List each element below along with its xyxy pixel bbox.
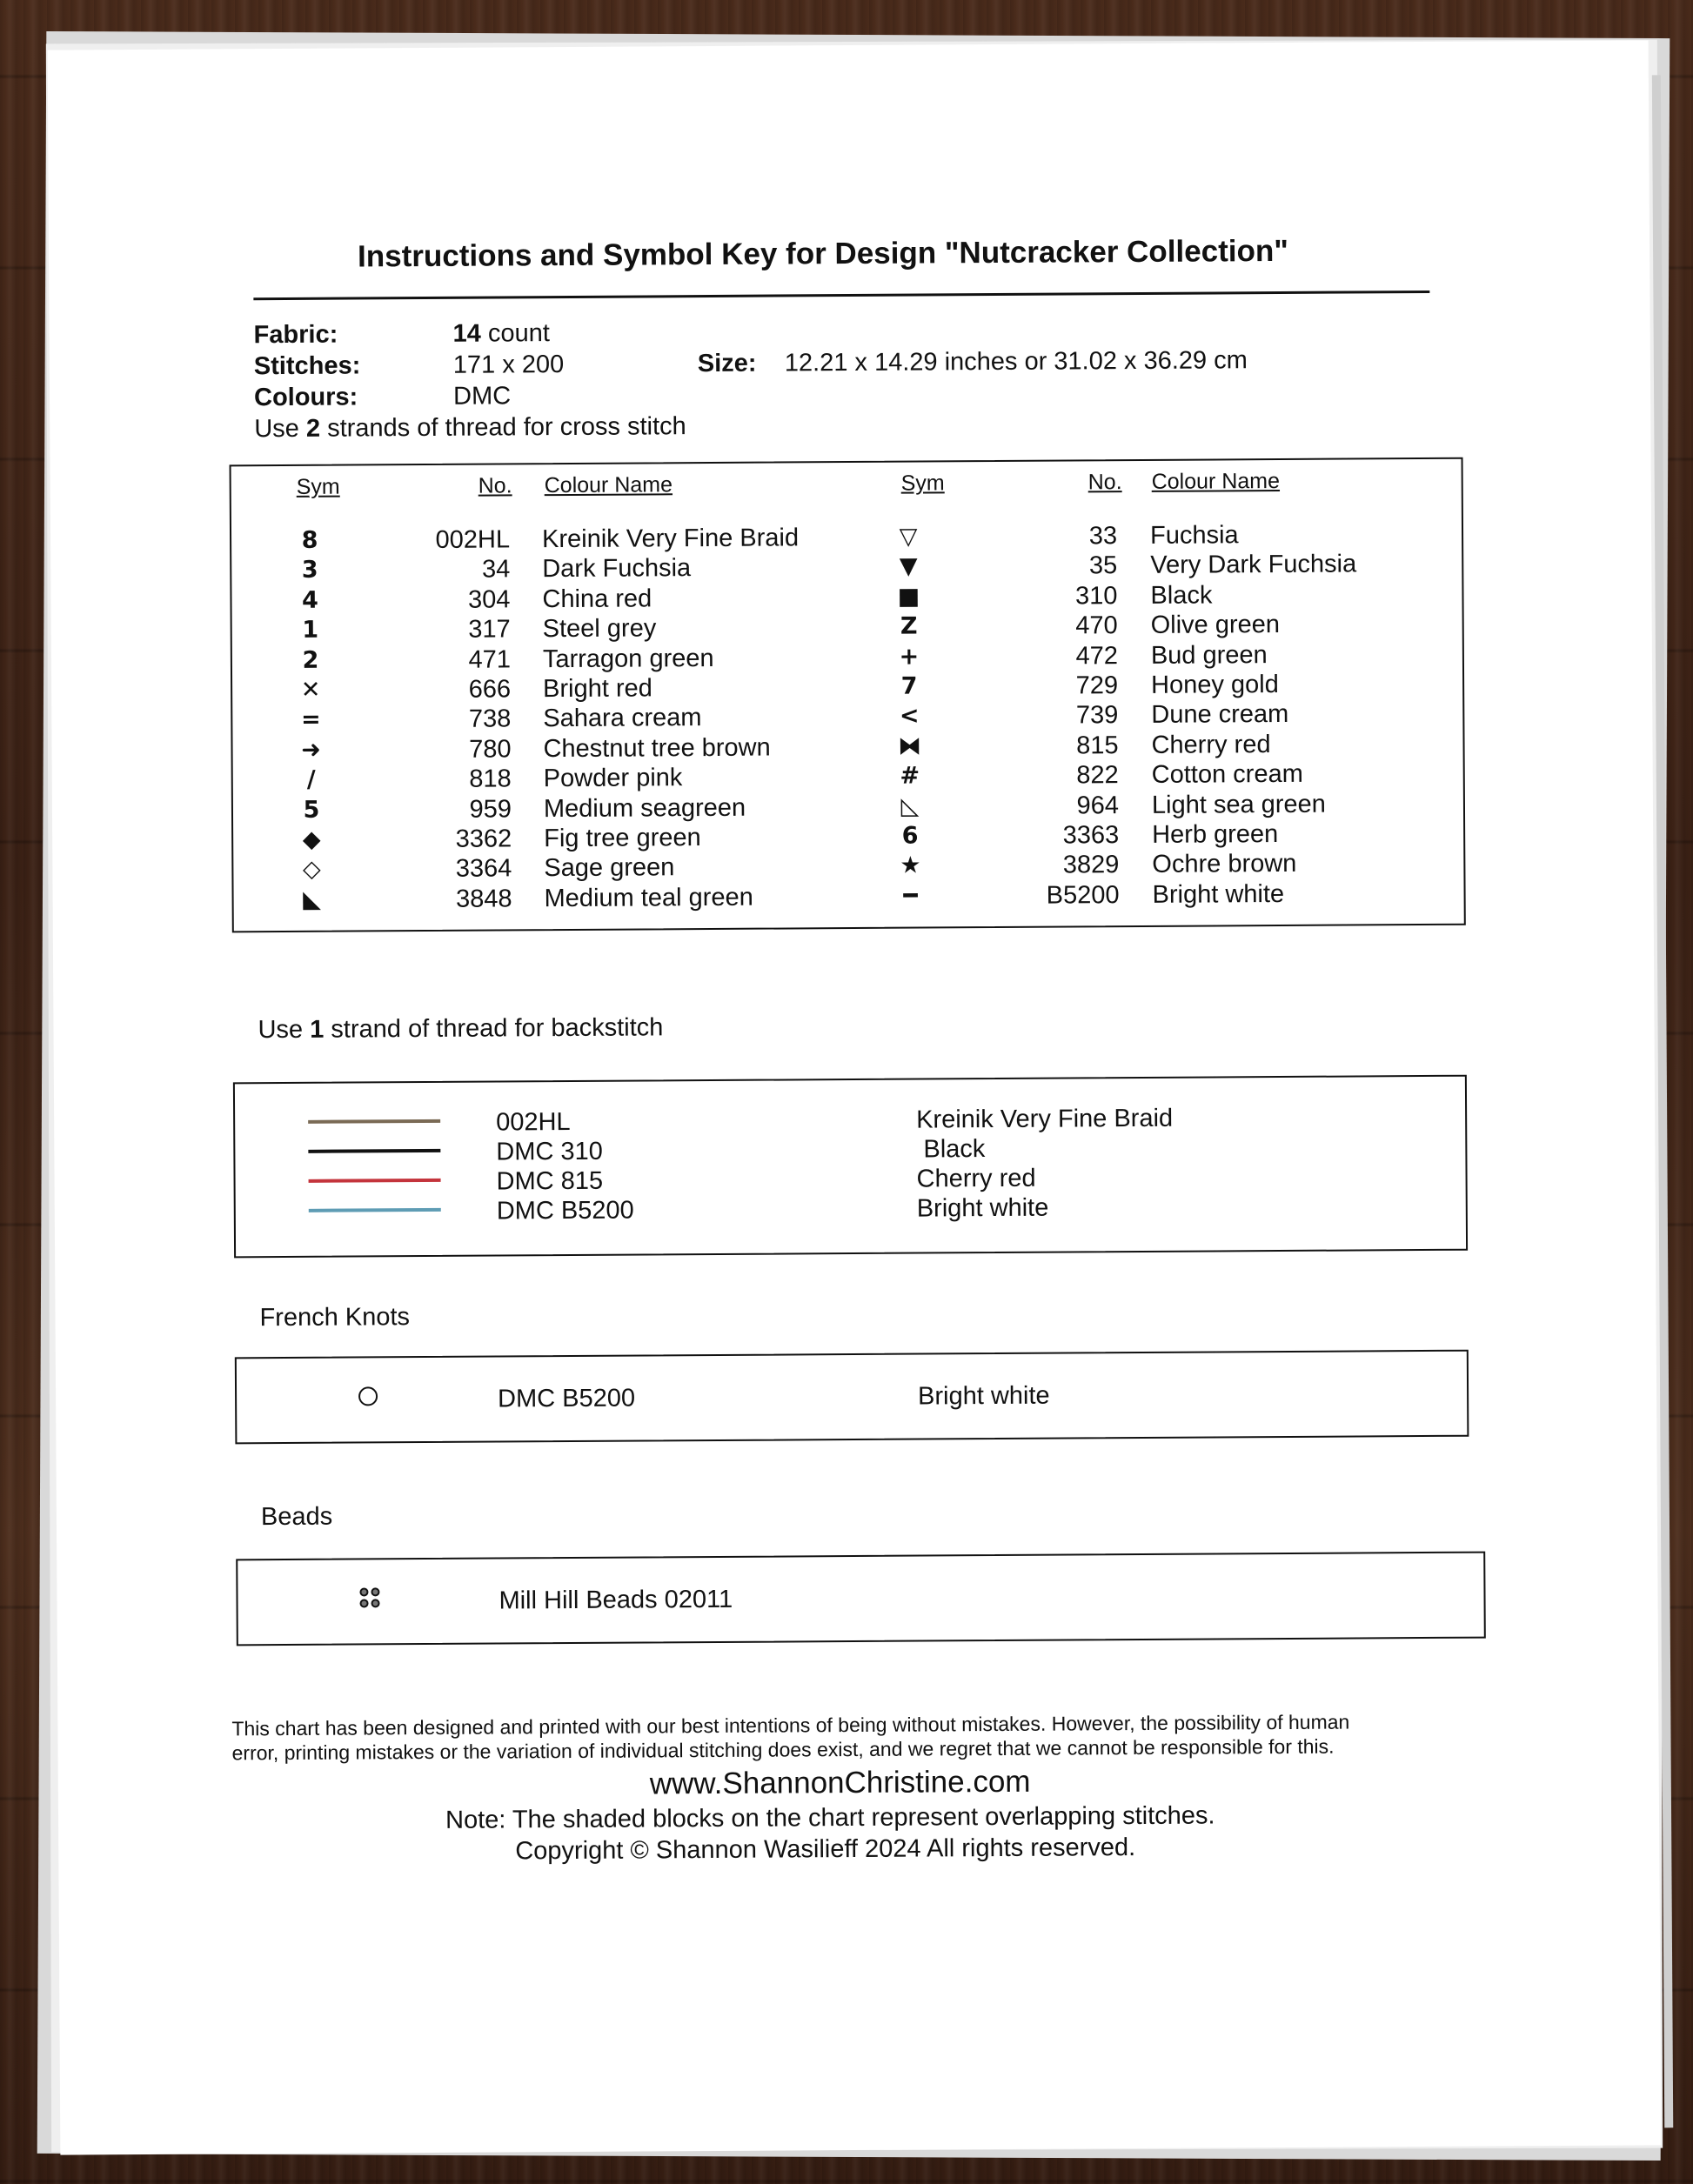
thread-number: 3363 [1062,821,1120,850]
backstitch-prefix: Use [258,1015,304,1045]
thread-number: 780 [469,735,512,764]
thread-colour-name: Herb green [1152,820,1279,849]
thread-symbol: 7 [900,672,918,700]
thread-symbol: ━ [903,882,918,910]
colours-value: DMC [452,382,512,411]
thread-number: B5200 [1046,880,1120,910]
sym-header-right: Sym [900,471,945,496]
beads-table [236,1552,1486,1646]
thread-symbol: 2 [302,646,319,674]
backstitch-colour-name: Cherry red [916,1164,1036,1193]
thread-symbol: 1 [302,616,319,645]
thread-symbol: 6 [901,822,919,850]
thread-colour-name: Bright red [543,674,652,704]
thread-number: 3364 [455,854,512,884]
thread-symbol: # [900,762,920,790]
fabric-value [453,319,550,349]
thread-symbol: = [300,706,321,734]
thread-symbol: ▽ [899,523,918,551]
thread-colour-name: Ochre brown [1152,850,1297,879]
thread-number: 002HL [435,525,511,554]
backstitch-suffix: strand of thread for backstitch [331,1013,664,1044]
cross-stitch-suffix: strands of thread for cross stitch [327,412,686,443]
french-knots-label: French Knots [259,1303,411,1332]
thread-colour-name: Fuchsia [1149,521,1239,550]
beads-label: Beads [260,1502,333,1532]
thread-colour-name: Sage green [544,853,675,883]
thread-number: 729 [1075,671,1119,700]
french-knot-name: Bright white [918,1381,1050,1411]
thread-number: 822 [1076,761,1119,790]
thread-number: 964 [1076,791,1120,820]
copyright-text: Copyright © Shannon Wasilieff 2024 All rights reserved. [515,1833,1136,1866]
thread-number: 739 [1075,701,1119,730]
backstitch-colour-name: Bright white [916,1193,1049,1223]
cross-stitch-instruction [254,412,686,444]
backstitch-strands: 1 [310,1015,325,1044]
backstitch-colour-name: Kreinik Very Fine Braid [916,1104,1174,1134]
thread-colour-name: Medium seagreen [543,793,746,823]
stitches-value: 171 x 200 [452,351,565,379]
bead-cluster-icon [359,1587,384,1612]
size-label: Size: [697,349,757,378]
backstitch-code: DMC B5200 [496,1196,634,1226]
thread-colour-name: Bud green [1150,640,1268,670]
backstitch-code: 002HL [496,1107,571,1137]
thread-number: 34 [481,555,511,584]
thread-colour-name: Light sea green [1151,790,1326,819]
thread-symbol: 5 [303,796,320,824]
thread-number: 470 [1075,611,1118,640]
backstitch-instruction [258,1013,663,1045]
thread-symbol: 4 [301,586,318,614]
overlap-note: Note: The shaded blocks on the chart represent overlapping stitches. [445,1801,1215,1834]
thread-number: 3829 [1062,851,1120,879]
thread-number: 738 [468,705,512,734]
thread-number: 666 [468,675,512,704]
backstitch-line-swatch [309,1208,441,1212]
thread-number: 304 [468,585,511,614]
thread-colour-name: Powder pink [543,764,683,793]
thread-colour-name: Dark Fuchsia [542,554,692,584]
thread-symbol: ▼ [899,552,918,581]
cross-stitch-strands: 2 [305,414,321,443]
thread-colour-name: Chestnut tree brown [543,733,771,763]
thread-number: 471 [468,645,512,674]
thread-symbol: 3 [301,557,318,584]
backstitch-code: DMC 310 [496,1137,603,1166]
thread-symbol: ■ [897,583,920,611]
thread-colour-name: Bright white [1152,879,1285,909]
backstitch-code: DMC 815 [496,1166,604,1196]
thread-colour-name: Steel grey [542,614,657,644]
colour-name-header-right: Colour Name [1151,469,1281,494]
thread-number: 472 [1075,641,1118,671]
thread-colour-name: Kreinik Very Fine Braid [541,524,800,554]
thread-symbol: / [306,765,316,794]
thread-number: 33 [1088,522,1118,551]
thread-number: 815 [1076,731,1119,760]
size-value: 12.21 x 14.29 inches or 31.02 x 36.29 cm [784,346,1248,377]
thread-symbol: ★ [900,852,921,880]
french-knot-code: DMC B5200 [498,1384,636,1413]
title-divider [253,291,1429,300]
thread-symbol: ◺ [900,792,920,820]
thread-colour-name: Medium teal green [544,883,753,912]
thread-symbol: < [899,702,920,731]
colours-label: Colours: [253,383,358,412]
stitches-label: Stitches: [253,351,361,381]
thread-colour-name: Very Dark Fuchsia [1150,550,1357,580]
fabric-label: Fabric: [253,320,338,350]
thread-row-right [234,879,1464,917]
thread-number: 317 [468,615,511,644]
page-title: Instructions and Symbol Key for Design "Nutcracker Collection" [357,233,1288,274]
backstitch-line-swatch [309,1179,441,1183]
thread-number: 35 [1088,551,1118,580]
thread-number: 818 [469,765,512,793]
french-knot-circle-icon [358,1386,378,1406]
thread-colour-name: Olive green [1150,611,1281,640]
thread-number: 310 [1074,581,1118,611]
disclaimer-line-2: error, printing mistakes or the variation of individual stitching does exist, and we regret that we cannot be responsible for this. [231,1734,1335,1765]
colour-name-header-left: Colour Name [544,472,673,498]
french-knots-table [235,1350,1469,1445]
cross-stitch-prefix: Use [254,414,299,444]
fabric-count: 14 [452,319,481,348]
thread-colour-name: Black [1150,581,1213,610]
thread-colour-name: Cotton cream [1151,760,1303,790]
bead-name: Mill Hill Beads 02011 [499,1585,733,1615]
backstitch-colour-name: Black [916,1135,986,1164]
thread-colour-name: Fig tree green [544,824,701,853]
symbol-key-table [230,458,1466,933]
thread-colour-name: Honey gold [1151,671,1279,699]
thread-symbol: + [899,643,920,671]
thread-colour-name: Dune cream [1151,700,1289,730]
thread-symbol: ✕ [300,676,321,704]
thread-colour-name: China red [542,584,652,613]
backstitch-table [233,1075,1468,1259]
thread-symbol: ◣ [303,885,322,913]
no-header-right: No. [1087,470,1122,495]
thread-colour-name: Cherry red [1151,730,1271,759]
thread-symbol: Z [900,612,918,640]
thread-symbol: ◇ [302,856,321,884]
disclaimer-line-1: This chart has been designed and printed with our best intentions of being without mistakes. However, the possibility of human [231,1710,1350,1740]
thread-colour-name: Sahara cream [543,704,702,733]
thread-symbol: 8 [301,526,318,554]
fabric-count-unit: count [487,319,551,348]
thread-symbol: ➜ [301,736,321,764]
no-header-left: No. [478,473,512,498]
thread-number: 3848 [455,885,512,913]
thread-number: 3362 [455,825,512,853]
backstitch-line-swatch [308,1119,440,1124]
sym-header-left: Sym [296,474,340,499]
thread-symbol: ◆ [302,825,321,853]
instruction-sheet [48,40,1662,2154]
backstitch-line-swatch [308,1149,440,1153]
thread-symbol: ⧓ [897,732,922,760]
website-link[interactable]: www.ShannonChristine.com [649,1764,1031,1801]
thread-colour-name: Tarragon green [542,644,714,673]
thread-number: 959 [469,794,512,824]
